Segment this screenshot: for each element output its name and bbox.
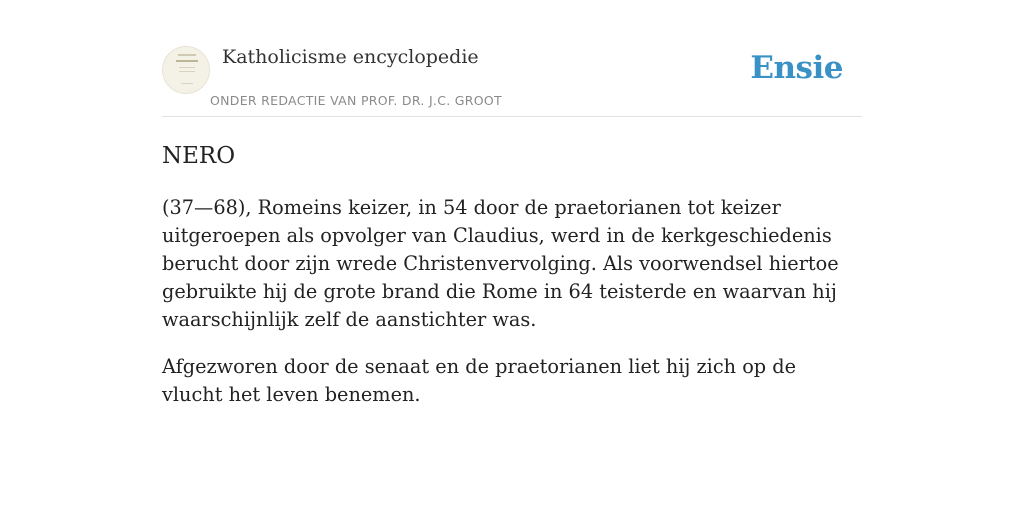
- book-title-link[interactable]: Katholicisme encyclopedie: [222, 46, 479, 68]
- ensie-logo[interactable]: Ensie: [750, 50, 843, 86]
- article-title: NERO: [162, 143, 236, 169]
- article-body: [162, 194, 862, 409]
- article-paragraph: (37—68), Romeins keizer, in 54 door de praetorianen tot keizer uitgeroepen als opvolger van Claudius, werd in de kerkgeschiedenis berucht door zijn wrede Christenvervolging. Als voorwendsel hiertoe gebruikte hij de grote brand die Rome in 64 teisterde en waarvan hij waarschijnlijk zelf de aanstichter was.: [162, 196, 839, 331]
- editor-credit: ONDER REDACTIE VAN PROF. DR. J.C. GROOT: [210, 93, 502, 108]
- site-header: [162, 0, 862, 117]
- article-paragraph: Afgezworen door de senaat en de praetorianen liet hij zich op de vlucht het leven benemen.: [162, 355, 797, 406]
- book-cover-icon[interactable]: [162, 46, 210, 94]
- page: [162, 0, 862, 409]
